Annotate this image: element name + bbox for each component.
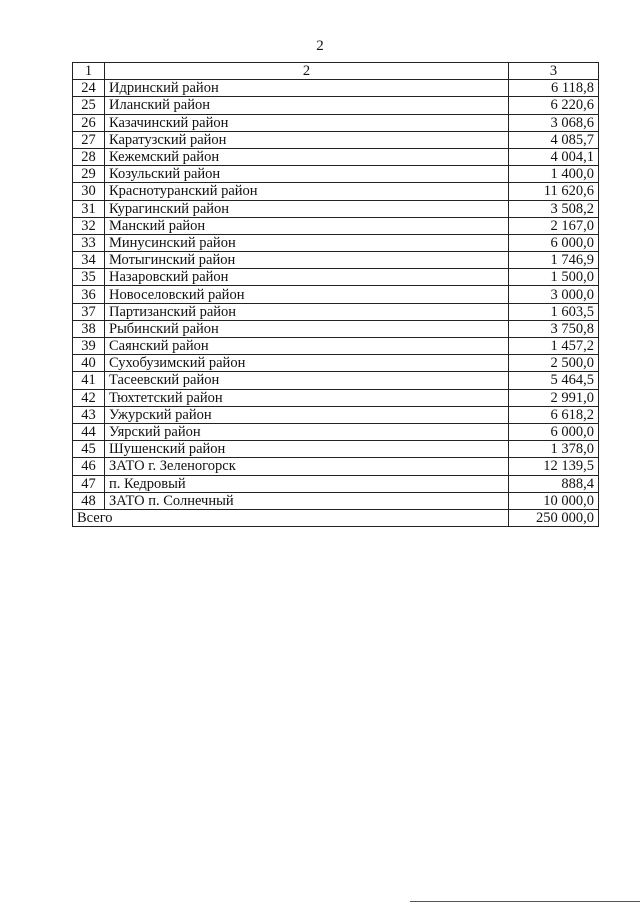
table-row — [73, 252, 599, 269]
row-number: 32 — [73, 217, 105, 234]
district-name: Рыбинский район — [105, 320, 509, 337]
allocation-value: 6 118,8 — [509, 80, 599, 97]
allocation-value: 11 620,6 — [509, 183, 599, 200]
table-row — [73, 441, 599, 458]
allocation-table — [72, 62, 599, 527]
row-number: 43 — [73, 406, 105, 423]
row-number: 27 — [73, 131, 105, 148]
page-number: 2 — [316, 38, 324, 54]
table-row — [73, 338, 599, 355]
table-row — [73, 114, 599, 131]
table-row — [73, 80, 599, 97]
district-name: Каратузский район — [105, 131, 509, 148]
allocation-value: 2 991,0 — [509, 389, 599, 406]
allocation-value: 3 750,8 — [509, 320, 599, 337]
total-row — [73, 509, 599, 526]
row-number: 39 — [73, 338, 105, 355]
district-name: ЗАТО г. Зеленогорск — [105, 458, 509, 475]
table-row — [73, 131, 599, 148]
table-row — [73, 269, 599, 286]
table-row — [73, 475, 599, 492]
table-row — [73, 458, 599, 475]
table-row — [73, 303, 599, 320]
district-name: Курагинский район — [105, 200, 509, 217]
table-row — [73, 406, 599, 423]
row-number: 35 — [73, 269, 105, 286]
allocation-value: 5 464,5 — [509, 372, 599, 389]
row-number: 31 — [73, 200, 105, 217]
table-row — [73, 166, 599, 183]
total-label: Всего — [73, 509, 509, 526]
district-name: Саянский район — [105, 338, 509, 355]
allocation-value: 4 004,1 — [509, 148, 599, 165]
district-name: п. Кедровый — [105, 475, 509, 492]
row-number: 28 — [73, 148, 105, 165]
allocation-value: 6 000,0 — [509, 234, 599, 251]
district-name: Мотыгинский район — [105, 252, 509, 269]
column-header-value: 3 — [509, 63, 599, 80]
district-name: Иланский район — [105, 97, 509, 114]
table-row — [73, 372, 599, 389]
district-name: Минусинский район — [105, 234, 509, 251]
allocation-value: 1 603,5 — [509, 303, 599, 320]
district-name: Новоселовский район — [105, 286, 509, 303]
table-row — [73, 423, 599, 440]
row-number: 47 — [73, 475, 105, 492]
row-number: 42 — [73, 389, 105, 406]
district-name: Тюхтетский район — [105, 389, 509, 406]
row-number: 25 — [73, 97, 105, 114]
district-name: Назаровский район — [105, 269, 509, 286]
table-row — [73, 389, 599, 406]
allocation-value: 3 000,0 — [509, 286, 599, 303]
district-name: Шушенский район — [105, 441, 509, 458]
table-body — [73, 63, 599, 527]
table-row — [73, 355, 599, 372]
allocation-value: 1 457,2 — [509, 338, 599, 355]
table-row — [73, 234, 599, 251]
district-name: Краснотуранский район — [105, 183, 509, 200]
table-row — [73, 97, 599, 114]
row-number: 46 — [73, 458, 105, 475]
row-number: 30 — [73, 183, 105, 200]
row-number: 45 — [73, 441, 105, 458]
table-row — [73, 183, 599, 200]
allocation-value: 3 508,2 — [509, 200, 599, 217]
row-number: 37 — [73, 303, 105, 320]
allocation-value: 888,4 — [509, 475, 599, 492]
district-name: ЗАТО п. Солнечный — [105, 492, 509, 509]
allocation-value: 1 500,0 — [509, 269, 599, 286]
footer-rule — [410, 901, 640, 902]
district-name: Сухобузимский район — [105, 355, 509, 372]
district-name: Идринский район — [105, 80, 509, 97]
allocation-value: 6 000,0 — [509, 423, 599, 440]
allocation-value: 4 085,7 — [509, 131, 599, 148]
row-number: 48 — [73, 492, 105, 509]
column-header-name: 2 — [105, 63, 509, 80]
row-number: 44 — [73, 423, 105, 440]
allocation-value: 6 220,6 — [509, 97, 599, 114]
row-number: 33 — [73, 234, 105, 251]
district-name: Казачинский район — [105, 114, 509, 131]
district-name: Ужурский район — [105, 406, 509, 423]
row-number: 40 — [73, 355, 105, 372]
table-row — [73, 286, 599, 303]
district-name: Манский район — [105, 217, 509, 234]
allocation-value: 6 618,2 — [509, 406, 599, 423]
allocation-value: 2 500,0 — [509, 355, 599, 372]
district-name: Партизанский район — [105, 303, 509, 320]
table-row — [73, 148, 599, 165]
row-number: 26 — [73, 114, 105, 131]
column-header-number: 1 — [73, 63, 105, 80]
table-row — [73, 492, 599, 509]
district-name: Уярский район — [105, 423, 509, 440]
district-name: Козульский район — [105, 166, 509, 183]
allocation-value: 1 378,0 — [509, 441, 599, 458]
row-number: 24 — [73, 80, 105, 97]
row-number: 38 — [73, 320, 105, 337]
row-number: 34 — [73, 252, 105, 269]
allocation-value: 2 167,0 — [509, 217, 599, 234]
district-name: Тасеевский район — [105, 372, 509, 389]
allocation-value: 1 400,0 — [509, 166, 599, 183]
table-header-row — [73, 63, 599, 80]
row-number: 41 — [73, 372, 105, 389]
allocation-value: 12 139,5 — [509, 458, 599, 475]
allocation-value: 3 068,6 — [509, 114, 599, 131]
row-number: 36 — [73, 286, 105, 303]
table-row — [73, 217, 599, 234]
district-name: Кежемский район — [105, 148, 509, 165]
total-value: 250 000,0 — [509, 509, 599, 526]
table-row — [73, 200, 599, 217]
allocation-value: 1 746,9 — [509, 252, 599, 269]
row-number: 29 — [73, 166, 105, 183]
table-row — [73, 320, 599, 337]
allocation-value: 10 000,0 — [509, 492, 599, 509]
